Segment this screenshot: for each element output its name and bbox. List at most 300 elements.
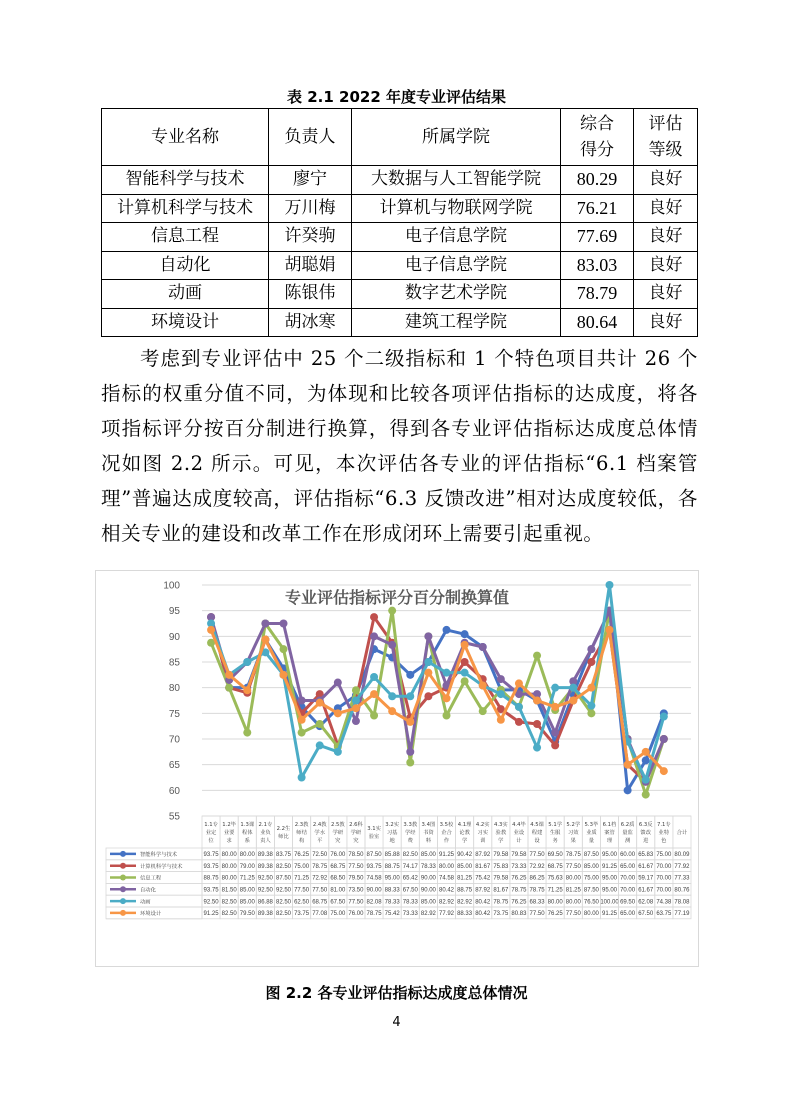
table-header-row (102, 109, 698, 166)
cell-college: 大数据与人工智能学院 (352, 166, 561, 195)
x-category-label-line: 平 (317, 838, 323, 844)
header-score (561, 109, 634, 166)
legend-label: 自动化 (140, 887, 156, 894)
data-point-4-12 (424, 658, 432, 666)
data-point-4-14 (461, 669, 469, 677)
x-category-label-line: 6.1档 (602, 822, 617, 828)
x-category-label-line: 师比 (278, 834, 289, 840)
data-value-label: 60.00 (620, 852, 636, 859)
data-point-5-10 (388, 707, 396, 715)
data-value-label: 82.08 (366, 899, 382, 906)
data-value-label: 82.50 (221, 899, 237, 906)
x-category-label-line: 3.4图 (421, 822, 436, 828)
data-value-label: 82.92 (420, 911, 436, 918)
data-point-1-9 (370, 613, 378, 621)
legend-label: 智能科学与技术 (140, 852, 178, 859)
data-value-label: 78.75 (511, 887, 527, 894)
data-point-4-18 (533, 744, 541, 752)
x-category-label-line: 务 (552, 838, 558, 844)
x-category-label (585, 820, 599, 844)
data-value-label: 95.00 (384, 875, 400, 882)
data-value-label: 87.50 (366, 852, 382, 859)
x-category-label-line: 料 (425, 838, 432, 844)
data-value-label: 75.63 (547, 875, 563, 882)
data-value-label: 76.25 (511, 875, 527, 882)
data-value-label: 77.08 (312, 911, 328, 918)
data-point-5-6 (316, 699, 324, 707)
legend-marker (120, 851, 126, 857)
data-value-label: 74.17 (402, 863, 418, 870)
x-category-label-line: 究 (353, 838, 359, 844)
data-value-label: 82.50 (275, 899, 292, 906)
x-category-label-line: 学研 (350, 830, 362, 836)
data-value-label: 71.25 (547, 887, 563, 894)
x-category-label-line: 2.3教 (294, 822, 309, 828)
data-value-label: 87.50 (275, 875, 292, 882)
data-value-label: 82.50 (275, 911, 292, 918)
data-point-5-1 (225, 671, 233, 679)
data-point-0-11 (406, 671, 414, 679)
data-point-2-6 (316, 720, 324, 728)
x-category-label-line: 计 (516, 838, 522, 844)
x-category-label-line: 学研 (332, 830, 344, 836)
data-value-label: 90.00 (420, 875, 436, 882)
legend-label: 环境设计 (140, 911, 162, 918)
x-category-label (422, 820, 436, 844)
data-point-3-10 (388, 641, 396, 649)
data-value-label: 68.33 (529, 899, 545, 906)
cell-score: 83.03 (561, 251, 634, 280)
data-value-label: 74.58 (366, 875, 382, 882)
data-value-label: 83.75 (275, 852, 292, 859)
data-value-label: 68.75 (547, 863, 563, 870)
x-category-label-line: 4.5课 (530, 822, 544, 828)
data-value-label: 95.00 (601, 887, 618, 894)
x-category-label-line: 业要 (223, 830, 235, 836)
data-point-3-3 (261, 620, 269, 628)
y-tick-label: 60 (168, 785, 180, 797)
data-value-label: 70.00 (620, 875, 636, 882)
x-category-label (677, 828, 688, 836)
cell-score: 78.79 (561, 280, 634, 309)
x-category-label-line: 程体 (241, 830, 253, 836)
legend-marker (120, 875, 126, 881)
data-value-label: 78.33 (420, 863, 436, 870)
x-category-label-line: 量 (588, 838, 595, 844)
x-category-label-line: 企合 (441, 830, 452, 836)
data-point-3-21 (587, 645, 595, 653)
data-value-label: 80.00 (221, 875, 237, 882)
data-point-5-15 (479, 682, 487, 690)
cell-major: 动画 (102, 280, 269, 309)
data-value-label: 81.25 (457, 875, 473, 882)
data-point-5-16 (497, 716, 505, 724)
data-value-label: 77.50 (529, 911, 545, 918)
data-value-label: 68.75 (312, 899, 328, 906)
x-category-label-line: 色 (661, 838, 667, 844)
cell-major: 自动化 (102, 251, 269, 280)
y-tick-label: 70 (168, 734, 180, 746)
data-value-label: 77.92 (674, 863, 690, 870)
data-point-5-14 (461, 641, 469, 649)
data-point-1-19 (551, 741, 559, 749)
x-category-label-line: 量监 (622, 830, 633, 836)
table-row (102, 251, 698, 280)
header-major (102, 109, 269, 166)
data-point-5-0 (207, 626, 215, 634)
x-category-label-line: 作 (443, 838, 450, 844)
header-text: 专业名称 (151, 127, 219, 147)
data-value-label: 90.00 (366, 887, 382, 894)
data-point-3-4 (280, 620, 288, 628)
x-category-label-line: 师结 (296, 830, 307, 836)
y-tick-label: 55 (168, 811, 180, 823)
data-point-1-21 (587, 658, 595, 666)
data-value-label: 86.25 (529, 875, 545, 882)
data-point-5-13 (443, 694, 451, 702)
x-category-label (603, 820, 617, 844)
x-category-label-line: 习效 (567, 830, 579, 836)
data-value-label: 77.50 (565, 863, 581, 870)
data-value-label: 79.58 (511, 852, 527, 859)
data-point-4-25 (660, 713, 668, 721)
data-value-label: 77.50 (348, 863, 364, 870)
legend-marker (120, 910, 126, 916)
data-value-label: 88.75 (384, 863, 400, 870)
data-point-4-8 (352, 697, 360, 705)
data-value-label: 78.75 (565, 852, 581, 859)
x-category-label (530, 820, 544, 844)
x-category-label-line: 生服 (549, 830, 561, 836)
x-category-label (621, 820, 635, 844)
data-value-label: 76.25 (511, 899, 527, 906)
data-point-0-14 (461, 630, 469, 638)
data-value-label: 73.75 (294, 911, 310, 918)
x-category-label (458, 820, 472, 844)
table-row (102, 308, 698, 337)
cell-college: 电子信息学院 (352, 223, 561, 252)
data-point-4-21 (587, 702, 595, 710)
x-category-label-line: 2.1专 (258, 822, 273, 828)
data-point-5-18 (533, 697, 541, 705)
cell-grade: 良好 (634, 166, 698, 195)
data-point-3-8 (352, 717, 360, 725)
x-category-label (204, 820, 218, 844)
x-category-label-line: 测 (624, 838, 631, 844)
table-caption: 表 2.1 2022 年度专业评估结果 (287, 88, 506, 106)
data-point-4-22 (606, 581, 614, 589)
data-value-label: 77.19 (674, 911, 690, 918)
data-point-4-10 (388, 692, 396, 700)
x-category-label (222, 820, 236, 844)
data-value-label: 75.42 (384, 911, 400, 918)
data-point-2-9 (370, 711, 378, 719)
cell-college: 电子信息学院 (352, 251, 561, 280)
data-value-label: 79.00 (239, 863, 255, 870)
data-value-label: 72.92 (529, 863, 545, 870)
y-tick-label: 80 (168, 683, 180, 695)
table-row (102, 166, 698, 195)
cell-grade: 良好 (634, 223, 698, 252)
x-category-label-line: 理 (606, 838, 613, 844)
data-point-3-19 (551, 729, 559, 737)
x-category-label (639, 820, 653, 844)
cell-score: 77.69 (561, 223, 634, 252)
x-category-label (331, 820, 345, 844)
x-category-label-line: 学 (461, 838, 468, 844)
data-point-4-16 (497, 690, 505, 698)
data-value-label: 80.00 (565, 899, 581, 906)
x-category-label-line: 2.2生 (276, 826, 291, 832)
chart-title: 专业评估指标评分百分制换算值 (284, 588, 509, 607)
x-category-label-line: 验室 (368, 834, 380, 840)
data-value-label: 75.00 (656, 852, 672, 859)
table-row (102, 280, 698, 309)
legend-label: 信息工程 (140, 875, 162, 882)
x-category-label-line: 训 (480, 838, 486, 844)
x-category-label-line: 4.2实 (475, 822, 490, 828)
data-value-label: 89.38 (257, 852, 273, 859)
data-value-label: 76.25 (294, 852, 310, 859)
data-value-label: 67.50 (402, 887, 418, 894)
x-category-label (367, 824, 381, 840)
x-category-label (403, 820, 417, 844)
data-value-label: 72.50 (312, 852, 328, 859)
data-value-label: 88.75 (457, 887, 473, 894)
data-value-label: 77.50 (294, 887, 310, 894)
x-category-label (313, 820, 327, 844)
x-category-label-line: 业负 (260, 830, 271, 836)
data-value-label: 91.25 (438, 852, 455, 859)
data-value-label: 77.50 (565, 911, 581, 918)
data-value-label: 75.00 (583, 875, 599, 882)
data-value-label: 91.25 (601, 911, 618, 918)
data-value-label: 78.08 (674, 899, 690, 906)
data-point-5-2 (243, 686, 251, 694)
data-value-label: 71.25 (239, 875, 255, 882)
data-point-5-17 (515, 679, 523, 687)
data-point-5-4 (280, 671, 288, 679)
x-category-label-line: 学 (498, 838, 504, 844)
data-value-label: 93.75 (366, 863, 382, 870)
data-value-label: 85.00 (239, 887, 255, 894)
page-number: 4 (392, 1015, 401, 1030)
data-value-label: 76.00 (330, 852, 346, 859)
data-value-label: 75.00 (330, 911, 346, 918)
x-category-label-line: 论教 (459, 830, 470, 836)
data-point-1-18 (533, 720, 541, 728)
data-point-3-7 (334, 679, 342, 687)
data-value-label: 76.00 (348, 911, 364, 918)
data-point-1-14 (461, 658, 469, 666)
data-value-label: 80.76 (674, 887, 690, 894)
line-chart (95, 570, 699, 967)
data-value-label: 85.00 (420, 899, 436, 906)
x-category-label-line: 2.4教 (312, 822, 327, 828)
x-category-label-line: 业定 (205, 830, 217, 836)
data-point-0-13 (443, 626, 451, 634)
data-point-2-14 (461, 677, 469, 685)
data-value-label: 88.33 (457, 911, 473, 918)
data-point-2-21 (587, 709, 595, 717)
data-point-5-19 (551, 703, 559, 711)
cell-grade: 良好 (634, 308, 698, 337)
header-grade (634, 109, 698, 166)
data-value-label: 85.00 (457, 863, 473, 870)
data-point-4-20 (569, 684, 577, 692)
data-value-label: 80.00 (547, 899, 563, 906)
cell-score: 80.64 (561, 308, 634, 337)
x-category-label-line: 习实 (477, 830, 489, 836)
data-point-2-11 (406, 759, 414, 767)
data-value-label: 65.00 (620, 911, 636, 918)
data-point-2-8 (352, 686, 360, 694)
data-value-label: 80.83 (511, 911, 527, 918)
cell-college: 建筑工程学院 (352, 308, 561, 337)
data-value-label: 61.67 (638, 887, 654, 894)
data-value-label: 74.58 (438, 875, 455, 882)
header-leader (269, 109, 352, 166)
x-category-label-line: 5.3毕 (584, 822, 599, 828)
data-value-label: 85.00 (239, 899, 255, 906)
data-value-label: 78.75 (493, 899, 509, 906)
data-value-label: 87.50 (583, 887, 599, 894)
data-value-label: 92.50 (257, 887, 273, 894)
cell-major: 环境设计 (102, 308, 269, 337)
data-value-label: 75.42 (475, 875, 491, 882)
data-point-2-24 (642, 791, 650, 799)
data-value-label: 89.38 (257, 863, 273, 870)
data-value-label: 70.00 (656, 887, 672, 894)
x-category-label-line: 1.1专 (204, 822, 218, 828)
x-category-label-line: 系 (244, 838, 250, 844)
x-category-label (657, 820, 671, 844)
legend-marker (120, 898, 126, 904)
data-value-label: 80.00 (438, 863, 455, 870)
data-value-label: 73.33 (511, 863, 527, 870)
x-category-label-line: 4.1理 (457, 822, 472, 828)
data-value-label: 87.50 (583, 852, 599, 859)
legend-marker (120, 886, 126, 892)
data-point-5-24 (642, 748, 650, 756)
legend-label: 计算机科学与技术 (140, 863, 183, 870)
cell-major: 信息工程 (102, 223, 269, 252)
x-category-label (548, 820, 562, 844)
data-point-4-5 (298, 774, 306, 782)
data-point-4-11 (406, 692, 414, 700)
data-point-3-16 (497, 675, 505, 683)
x-category-label-line: 5.1学 (548, 822, 563, 828)
x-category-label (259, 820, 273, 844)
x-category-label-line: 程建 (531, 830, 543, 836)
cell-grade: 良好 (634, 251, 698, 280)
data-value-label: 78.33 (402, 899, 418, 906)
header-text: 得分 (580, 140, 614, 160)
header-text: 等级 (648, 140, 683, 160)
data-value-label: 77.50 (529, 852, 545, 859)
table-row (102, 194, 698, 223)
data-value-label: 81.00 (330, 887, 346, 894)
y-tick-label: 75 (168, 708, 180, 720)
data-value-label: 79.50 (348, 875, 364, 882)
cell-leader: 胡冰寒 (269, 308, 352, 337)
data-point-1-12 (424, 692, 432, 700)
x-category-label-line: 业设 (513, 830, 525, 836)
cell-score: 80.29 (561, 166, 634, 195)
x-category-label (494, 820, 508, 844)
data-value-label: 63.75 (656, 911, 672, 918)
data-value-label: 69.50 (620, 899, 636, 906)
data-value-label: 95.00 (601, 875, 618, 882)
data-point-2-2 (243, 729, 251, 737)
x-category-label-line: 3.3教 (403, 822, 418, 828)
x-category-label-line: 6.3反 (638, 822, 653, 828)
data-point-4-2 (243, 658, 251, 666)
x-category-label-line: 2.6科 (349, 822, 363, 828)
data-value-label: 65.42 (402, 875, 418, 882)
data-value-label: 75.00 (294, 863, 310, 870)
data-value-label: 77.50 (312, 887, 328, 894)
data-value-label: 74.38 (656, 899, 672, 906)
data-point-2-18 (533, 652, 541, 660)
data-value-label: 67.50 (330, 899, 346, 906)
data-point-5-5 (298, 716, 306, 724)
x-category-label-line: 4.3实 (493, 822, 508, 828)
data-value-label: 92.50 (203, 899, 219, 906)
data-value-label: 73.50 (348, 887, 364, 894)
data-value-label: 100.00 (600, 899, 619, 906)
x-category-label-line: 案管 (604, 830, 615, 836)
data-point-5-7 (334, 709, 342, 717)
data-value-label: 82.50 (221, 911, 237, 918)
data-value-label: 70.00 (656, 875, 672, 882)
data-point-4-19 (551, 684, 559, 692)
data-value-label: 91.25 (203, 911, 219, 918)
data-value-label: 73.33 (402, 911, 418, 918)
data-point-4-6 (316, 741, 324, 749)
cell-college: 计算机与物联网学院 (352, 194, 561, 223)
data-point-2-15 (479, 707, 487, 715)
data-point-1-17 (515, 718, 523, 726)
data-point-0-24 (642, 756, 650, 764)
data-value-label: 80.00 (221, 863, 237, 870)
x-category-label (240, 820, 254, 844)
x-category-label-line: 设 (534, 838, 540, 844)
data-value-label: 91.25 (601, 863, 618, 870)
cell-leader: 陈银伟 (269, 280, 352, 309)
legend-label: 动画 (140, 899, 151, 906)
data-value-label: 80.42 (438, 887, 455, 894)
x-category-label (440, 820, 454, 844)
data-value-label: 79.58 (493, 852, 509, 859)
data-point-4-17 (515, 703, 523, 711)
data-value-label: 79.58 (493, 875, 509, 882)
data-point-3-9 (370, 632, 378, 640)
data-value-label: 69.50 (547, 852, 563, 859)
data-value-label: 80.42 (475, 899, 491, 906)
data-value-label: 80.00 (221, 852, 237, 859)
x-category-label-line: 学经 (404, 830, 416, 836)
x-category-label-line: 求 (226, 838, 232, 844)
data-value-label: 61.67 (638, 863, 654, 870)
data-value-label: 85.00 (583, 863, 599, 870)
evaluation-results-table (101, 108, 698, 337)
data-value-label: 70.00 (656, 863, 672, 870)
x-category-label (349, 820, 363, 844)
x-category-label-line: 5.2学 (566, 822, 581, 828)
data-value-label: 93.75 (203, 887, 219, 894)
x-category-label-line: 果 (570, 838, 576, 844)
